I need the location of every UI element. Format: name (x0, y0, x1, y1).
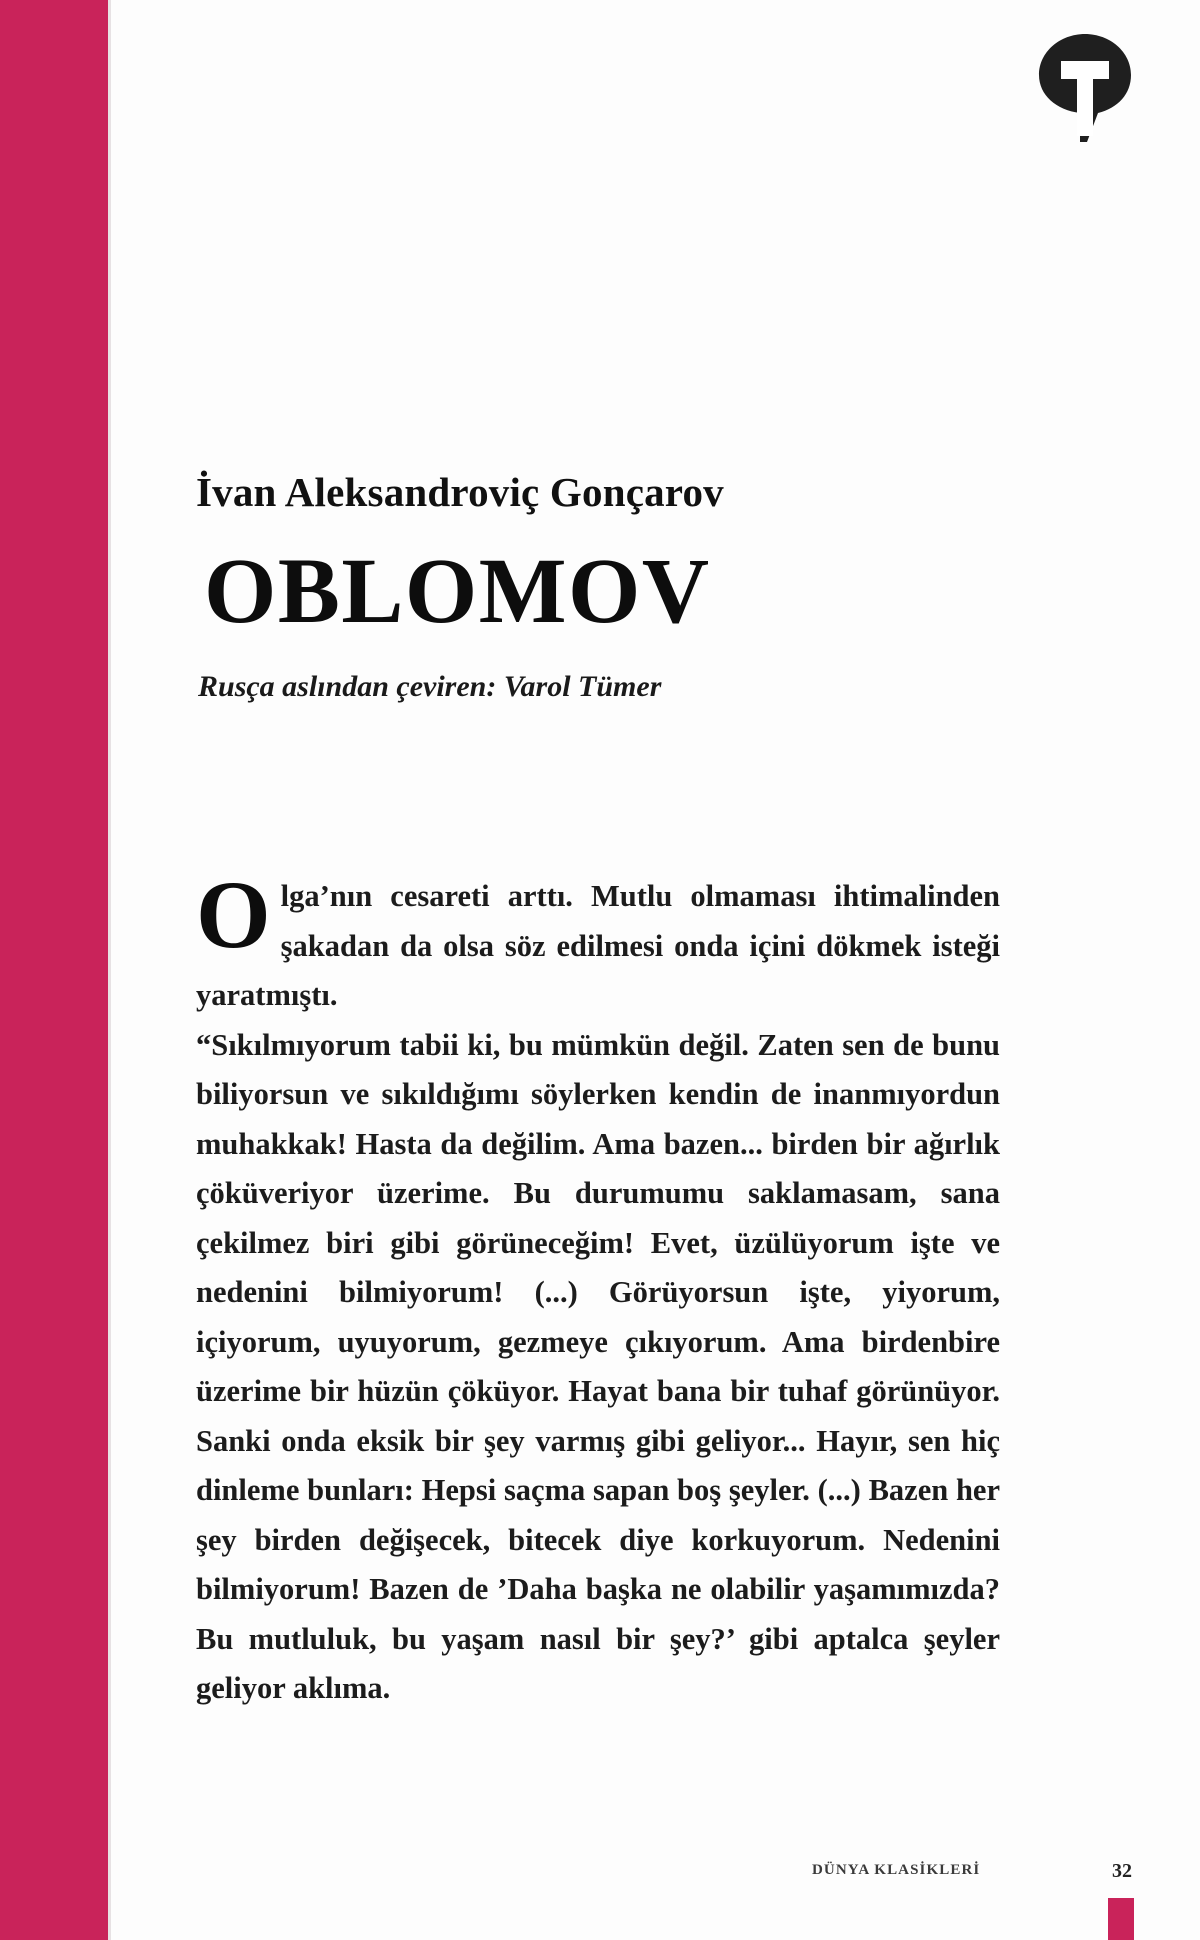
footer-accent-bar (1108, 1898, 1134, 1940)
paragraph-first-text: lga’nın cesareti arttı. Mutlu olmaması ihtimalinden şakadan da olsa söz edilmesi onda içini dökmek isteği yaratmıştı. (196, 879, 1000, 1012)
translator-credit: Rusça aslından çeviren: Varol Tümer (198, 670, 662, 703)
publisher-logo-icon (1036, 32, 1134, 144)
left-accent-bar (0, 0, 108, 1940)
book-title: OBLOMOV (204, 540, 711, 643)
author-name: İvan Aleksandroviç Gonçarov (196, 469, 724, 515)
drop-cap: O (196, 861, 271, 968)
body-text-block (196, 861, 1000, 1714)
paragraph-first (196, 861, 1000, 1021)
page-number: 32 (1112, 1860, 1132, 1882)
paragraph-second: “Sıkılmıyorum tabii ki, bu mümkün değil. Zaten sen de bunu biliyorsun ve sıkıldığımı söylerken kendin de inanmıyordun muhakkak! Hasta da değilim. Ama bazen... birden bir ağırlık çöküveriyor üzerime. Bu durumumu saklamasam, sana çekilmez biri gibi görüneceğim! Evet, üzülüyorum işte ve nedenini bilmiyorum! (...) Görüyorsun işte, yiyorum, içiyorum, uyuyorum, gezmeye çıkıyorum. Ama birdenbire üzerime bir hüzün çöküyor. Hayat bana bir tuhaf görünüyor. Sanki onda eksik bir şey varmış gibi geliyor... Hayır, sen hiç dinleme bunları: Hepsi saçma sapan boş şeyler. (...) Bazen her şey birden değişecek, bitecek diye korkuyorum. Nedenini bilmiyorum! Bazen de ’Daha başka ne olabilir yaşamımızda? Bu mutluluk, bu yaşam nasıl bir şey?’ gibi aptalca şeyler geliyor aklıma. (196, 1027, 1000, 1705)
series-label: DÜNYA KLASİKLERİ (812, 1862, 981, 1878)
page-content (196, 0, 1000, 1940)
left-bar-edge-rule (108, 0, 111, 1940)
